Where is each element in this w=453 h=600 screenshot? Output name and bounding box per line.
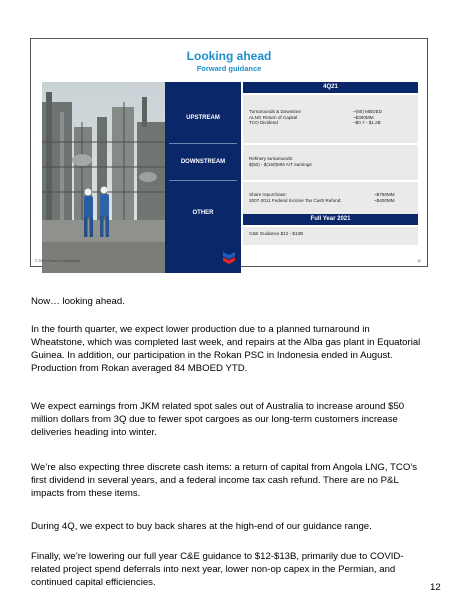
item-label: 2007-2011 Federal Income Tax Cash Refund: [249,197,342,203]
item-value: ~$750MM [374,192,395,197]
chevron-logo-icon [222,251,236,269]
guidance-table [243,82,418,273]
item-label: TCO Dividend [249,120,278,125]
slide-title: Looking ahead [186,49,272,63]
slide-copyright: © 2021 Chevron Corporation [35,259,80,263]
note-paragraph: We expect earnings from JKM related spot sales out of Australia to increase around $50 million dollars from 3Q due to fewer spot cargoes as our long-term customers increase deliveries heading into winter. [31,401,405,438]
item-label: Turnarounds & Downtime [249,109,301,114]
item-label: Refinery turnarounds: [249,156,294,161]
item-label: ALNG Return of Capital [249,114,298,120]
note-paragraph: We’re also expecting three discrete cash items: a return of capital from Angola LNG, TCO’s first dividend in several years, and a federal income tax cash refund. There are no P&L impacts from these items. [31,462,418,499]
page-number: 12 [430,582,441,593]
note-paragraph: Now… looking ahead. [31,296,125,307]
other-label: OTHER [192,210,214,216]
quarter-header: 4Q21 [243,82,418,93]
full-year-header: Full Year 2021 [243,214,418,225]
presentation-slide [30,38,428,267]
slide-subtitle: Forward guidance [196,64,262,73]
slide-page-number: 12 [417,259,421,263]
item-label: $(50) - $(150)MM A/T earnings [249,161,312,167]
note-paragraph: Finally, we’re lowering our full year C&E guidance to $12-$13B, primarily due to COVID-related project spend deferrals into next year, lower non-op capex in the Permian, and continued capital efficiencies. [31,551,404,588]
upstream-label: UPSTREAM [186,115,220,121]
note-paragraph: During 4Q, we expect to buy back shares at the high-end of our guidance range. [31,521,372,532]
segment-labels [165,82,241,273]
item-value: ~(60) MBOED [353,109,382,114]
refinery-workers-photo [42,82,165,273]
downstream-label: DOWNSTREAM [180,159,226,165]
ce-guidance: C&E Guidance $12 - $13B [249,231,304,236]
item-label: Share repurchase: [249,192,287,197]
item-value: ~$300MM [353,114,374,120]
note-paragraph: In the fourth quarter, we expect lower production due to a planned turnaround in Wheatstone, which was completed last week, and repairs at the Alba gas plant in Equatorial Guinea. In addition, our participation in the Rokan PSC in Indonesia ended in August. Production from Rokan averaged 84 MBOED YTD. [31,324,421,374]
item-value: ~$400MM [374,197,395,203]
item-value: ~$0.7 - $1.2B [353,120,381,125]
